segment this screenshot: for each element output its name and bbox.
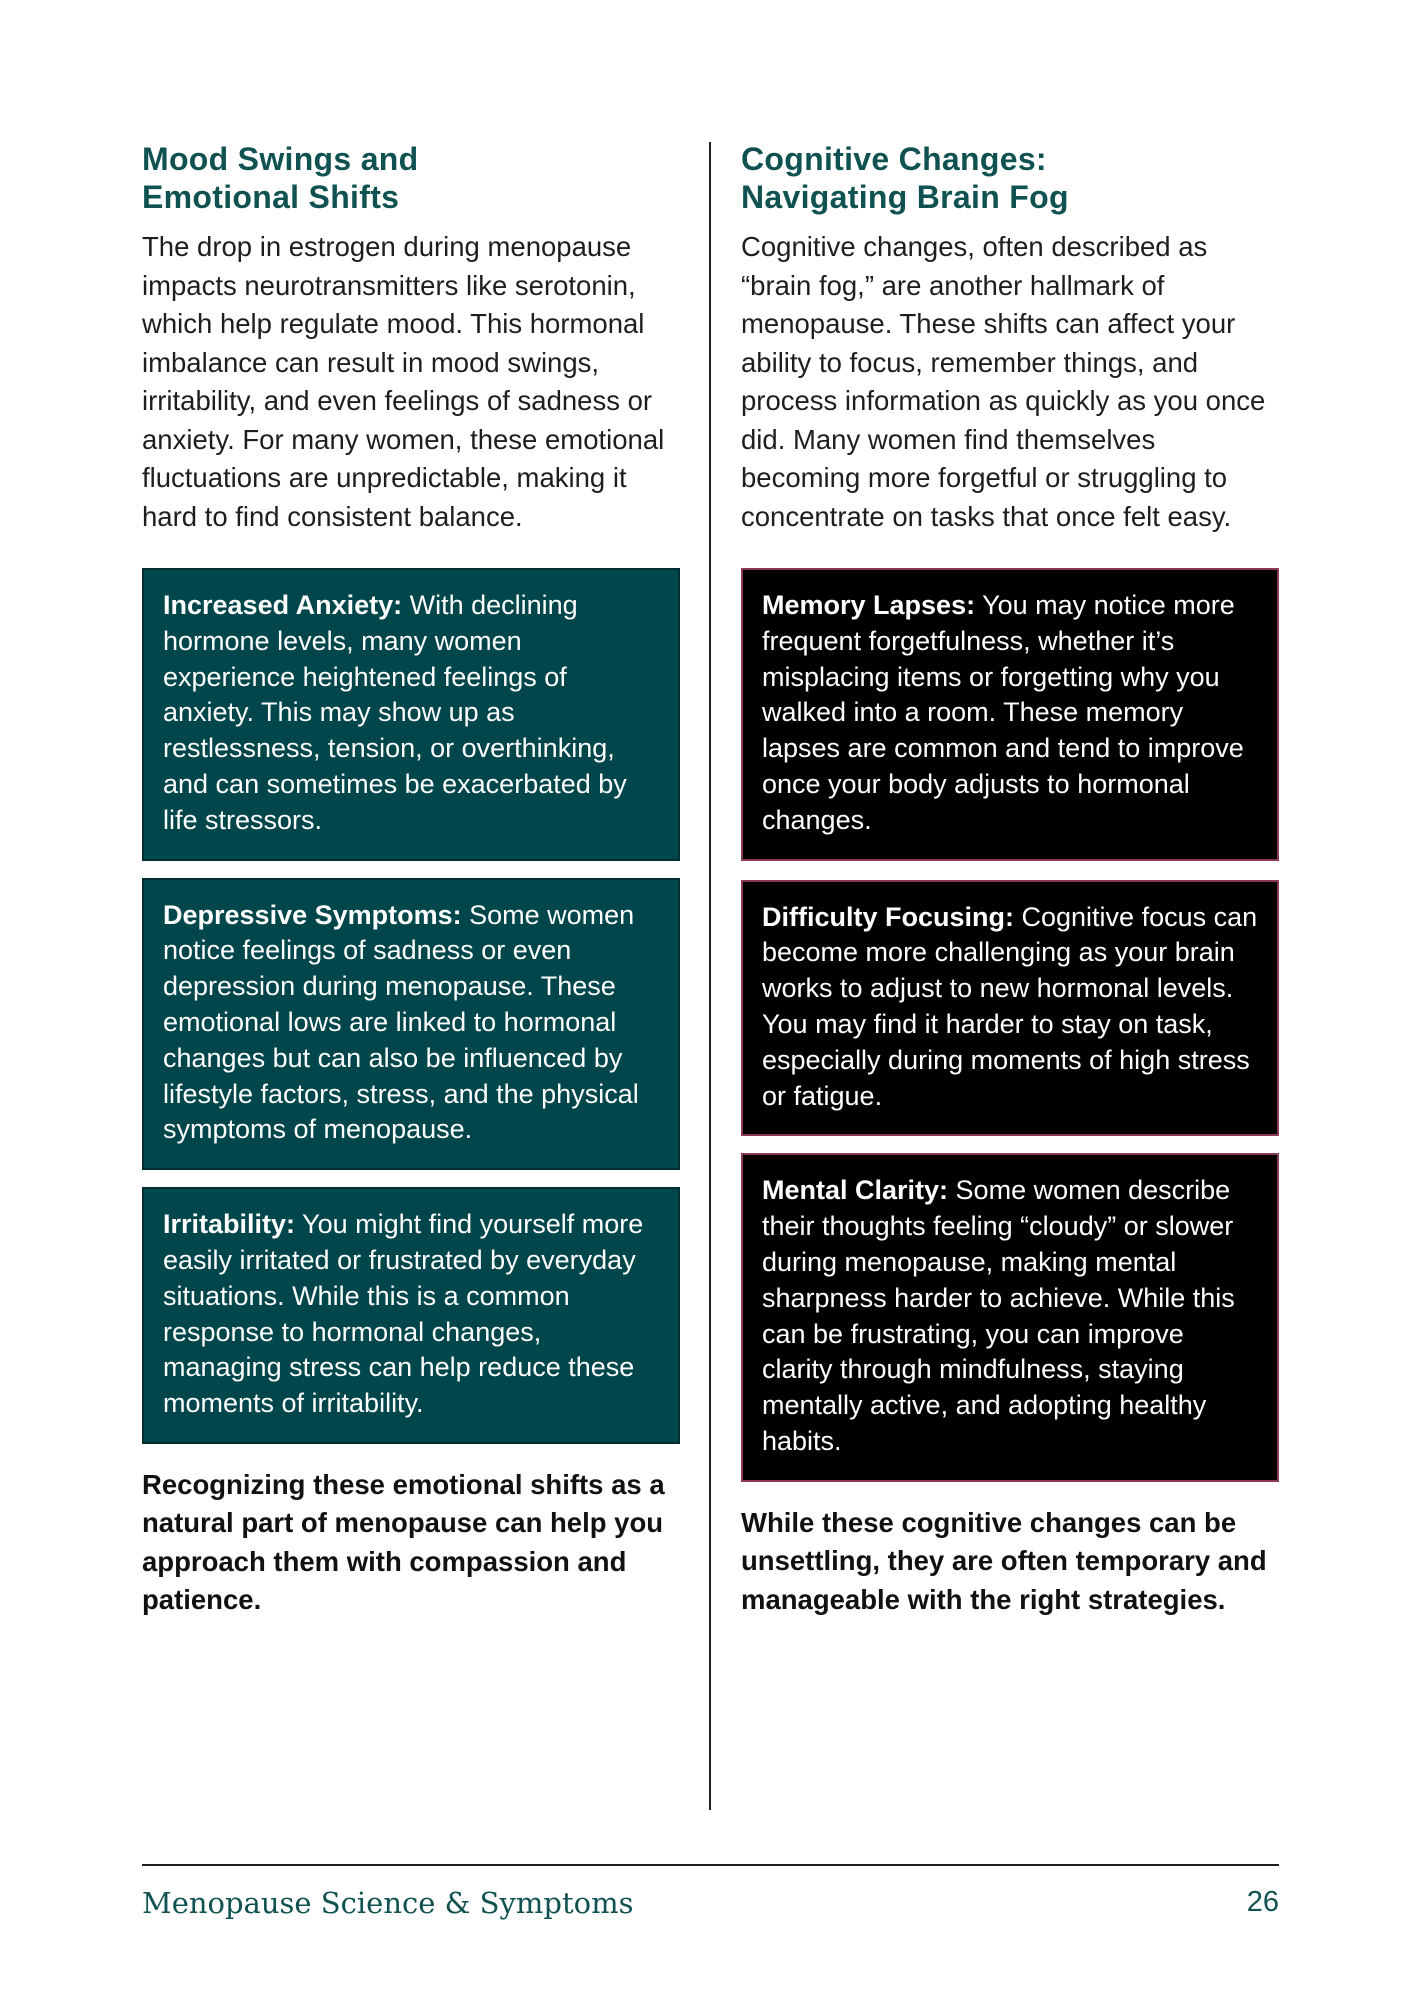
card-memory-lapses xyxy=(741,568,1279,861)
card-title: Increased Anxiety: xyxy=(163,590,403,620)
footer-title: Menopause Science & Symptoms xyxy=(142,1886,634,1920)
card-title: Mental Clarity: xyxy=(762,1175,949,1206)
closing-statement: While these cognitive changes can be unsettling, they are often temporary and manageable with the right strategies. xyxy=(741,1506,1267,1615)
heading-line-1: Cognitive Changes: xyxy=(741,141,1047,177)
closing-statement: Recognizing these emotional shifts as a natural part of menopause can help you approach them with compassion and patience. xyxy=(142,1468,665,1616)
card-title: Memory Lapses: xyxy=(762,590,976,620)
card-difficulty-focusing xyxy=(741,880,1279,1137)
card-body: Cognitive focus can become more challenging as your brain works to adjust to new hormonal levels. You may find it harder to stay on task, especially during moments of high stress or fatigue. xyxy=(762,901,1258,1111)
footer-rule xyxy=(142,1864,1279,1866)
card-title: Depressive Symptoms: xyxy=(163,899,462,930)
heading-line-2: Emotional Shifts xyxy=(142,179,400,215)
card-body: Some women describe their thoughts feeling “cloudy” or slower during menopause, making mental sharpness harder to achieve. While this can be frustrating, you can improve clarity through mindfulness, staying mentally active, and adopting healthy habits. xyxy=(762,1175,1235,1456)
heading-line-1: Mood Swings and xyxy=(142,141,419,177)
card-body: You may notice more frequent forgetfulness, whether it’s misplacing items or forgetting why you walked into a room. These memory lapses are common and tend to improve once your body adjusts to hormonal changes. xyxy=(762,590,1244,835)
card-depressive-symptoms xyxy=(142,878,680,1171)
section-heading-cognitive-changes xyxy=(741,140,1279,216)
card-title: Difficulty Focusing: xyxy=(762,901,1014,932)
page-number: 26 xyxy=(1246,1886,1279,1918)
card-mental-clarity xyxy=(741,1153,1279,1481)
card-increased-anxiety xyxy=(142,568,680,861)
card-irritability xyxy=(142,1187,680,1444)
card-body: With declining hormone levels, many women experience heightened feelings of anxiety. This may show up as restlessness, tension, or overthinking, and can sometimes be exacerbated by life stressors. xyxy=(163,590,627,835)
card-body: You might find yourself more easily irritated or frustrated by everyday situations. While this is a common response to hormonal changes, managing stress can help reduce these moments of irritability. xyxy=(163,1209,644,1419)
card-body: Some women notice feelings of sadness or even depression during menopause. These emotional lows are linked to hormonal changes but can also be influenced by lifestyle factors, stress, and the physical symptoms of menopause. xyxy=(163,899,639,1145)
card-title: Irritability: xyxy=(163,1209,296,1240)
section-heading-mood-swings xyxy=(142,140,680,216)
right-column xyxy=(741,140,1279,1619)
intro-paragraph: The drop in estrogen during menopause impacts neurotransmitters like serotonin, which help regulate mood. This hormonal imbalance can result in mood swings, irritability, and even feelings of sadness or anxiety. For many women, these emotional fluctuations are unpredictable, making it hard to find consistent balance. xyxy=(142,231,665,532)
left-column xyxy=(142,140,680,1620)
intro-paragraph: Cognitive changes, often described as “brain fog,” are another hallmark of menopause. These shifts can affect your ability to focus, remember things, and process information as quickly as you once did. Many women find themselves becoming more forgetful or struggling to concentrate on tasks that once felt easy. xyxy=(741,231,1266,532)
heading-line-2: Navigating Brain Fog xyxy=(741,179,1069,215)
column-divider xyxy=(709,142,711,1810)
